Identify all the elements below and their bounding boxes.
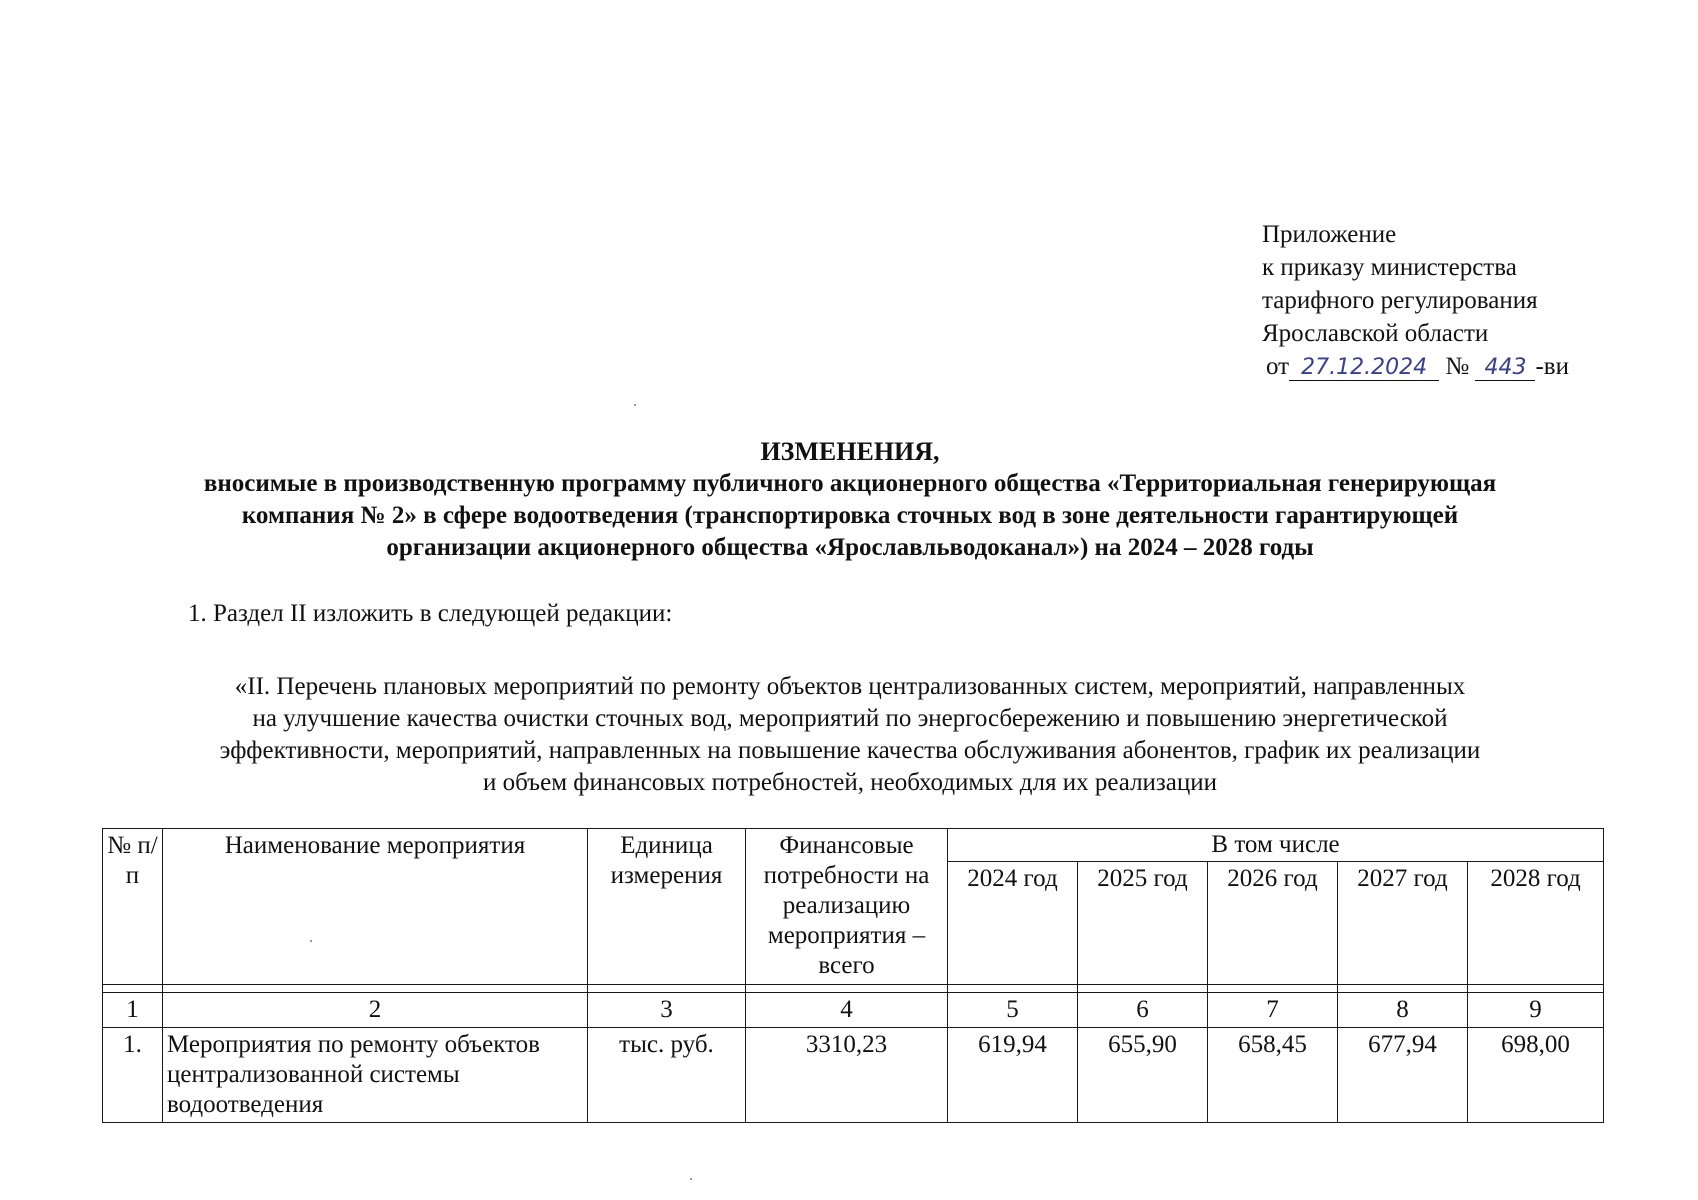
row-year-value: 698,00 bbox=[1468, 1028, 1604, 1123]
header-num: № п/п bbox=[103, 829, 163, 985]
column-number: 1 bbox=[103, 993, 163, 1028]
table-row bbox=[103, 1028, 1604, 1123]
scan-speck bbox=[690, 1178, 692, 1180]
plan-table bbox=[102, 828, 1604, 1123]
order-prefix: от bbox=[1266, 353, 1290, 380]
header-year: 2027 год bbox=[1338, 862, 1468, 985]
order-number-handwritten: 443 bbox=[1475, 356, 1535, 381]
section-heading-line: на улучшение качества очистки сточных вод, мероприятий по энергосбережению и повышению энергетической bbox=[252, 705, 1448, 732]
table-separator bbox=[103, 985, 1604, 993]
header-year: 2028 год bbox=[1468, 862, 1604, 985]
row-num: 1. bbox=[103, 1028, 163, 1123]
header-name: Наименование мероприятия bbox=[163, 829, 588, 985]
header-finance: Финансовые потребности на реализацию мероприятия – всего bbox=[746, 829, 948, 985]
header-year: 2024 год bbox=[948, 862, 1078, 985]
row-year-value: 677,94 bbox=[1338, 1028, 1468, 1123]
table-header-row bbox=[103, 829, 1604, 862]
plan-table-wrapper bbox=[102, 828, 1603, 1123]
header-including: В том числе bbox=[948, 829, 1604, 862]
column-number: 6 bbox=[1078, 993, 1208, 1028]
column-number: 4 bbox=[746, 993, 948, 1028]
column-number: 7 bbox=[1208, 993, 1338, 1028]
title-main: ИЗМЕНЕНИЯ, bbox=[760, 437, 940, 466]
row-year-value: 658,45 bbox=[1208, 1028, 1338, 1123]
row-year-value: 619,94 bbox=[948, 1028, 1078, 1123]
paragraph-1: 1. Раздел II изложить в следующей редакции: bbox=[188, 600, 673, 627]
column-number: 8 bbox=[1338, 993, 1468, 1028]
column-number: 2 bbox=[163, 993, 588, 1028]
order-number-sign: № bbox=[1445, 353, 1470, 380]
header-unit: Единица измерения bbox=[588, 829, 746, 985]
appendix-line: к приказу министерства bbox=[1262, 254, 1517, 281]
document-title bbox=[100, 436, 1600, 564]
order-date-handwritten: 27.12.2024 bbox=[1289, 356, 1439, 381]
column-number: 5 bbox=[948, 993, 1078, 1028]
title-line: вносимые в производственную программу публичного акционерного общества «Территориальная генерирующая bbox=[203, 470, 1497, 497]
section-heading-line: и объем финансовых потребностей, необходимых для их реализации bbox=[482, 769, 1218, 796]
title-line: организации акционерного общества «Ярославльводоканал») на 2024 – 2028 годы bbox=[386, 534, 1314, 561]
appendix-line: Приложение bbox=[1262, 221, 1397, 248]
header-year: 2026 год bbox=[1208, 862, 1338, 985]
appendix-line: Ярославской области bbox=[1262, 320, 1489, 347]
row-name: Мероприятия по ремонту объектов централизованной системы водоотведения bbox=[163, 1028, 588, 1123]
scan-speck bbox=[310, 940, 312, 942]
scan-speck bbox=[634, 404, 636, 406]
title-line: компания № 2» в сфере водоотведения (транспортировка сточных вод в зоне деятельности гарантирующей bbox=[241, 502, 1459, 529]
appendix-line: тарифного регулирования bbox=[1262, 287, 1538, 314]
header-year: 2025 год bbox=[1078, 862, 1208, 985]
row-year-value: 655,90 bbox=[1078, 1028, 1208, 1123]
column-number: 3 bbox=[588, 993, 746, 1028]
column-number-row bbox=[103, 993, 1604, 1028]
row-unit: тыс. руб. bbox=[588, 1028, 746, 1123]
section-heading-line: «II. Перечень плановых мероприятий по ремонту объектов централизованных систем, мероприятий, направленных bbox=[234, 673, 1466, 700]
section-heading bbox=[100, 671, 1600, 799]
section-heading-line: эффективности, мероприятий, направленных на повышение качества обслуживания абонентов, график их реализации bbox=[219, 737, 1481, 764]
row-total: 3310,23 bbox=[746, 1028, 948, 1123]
appendix-block bbox=[1262, 218, 1569, 383]
order-reference bbox=[1266, 350, 1569, 383]
column-number: 9 bbox=[1468, 993, 1604, 1028]
order-suffix: -ви bbox=[1535, 353, 1569, 380]
